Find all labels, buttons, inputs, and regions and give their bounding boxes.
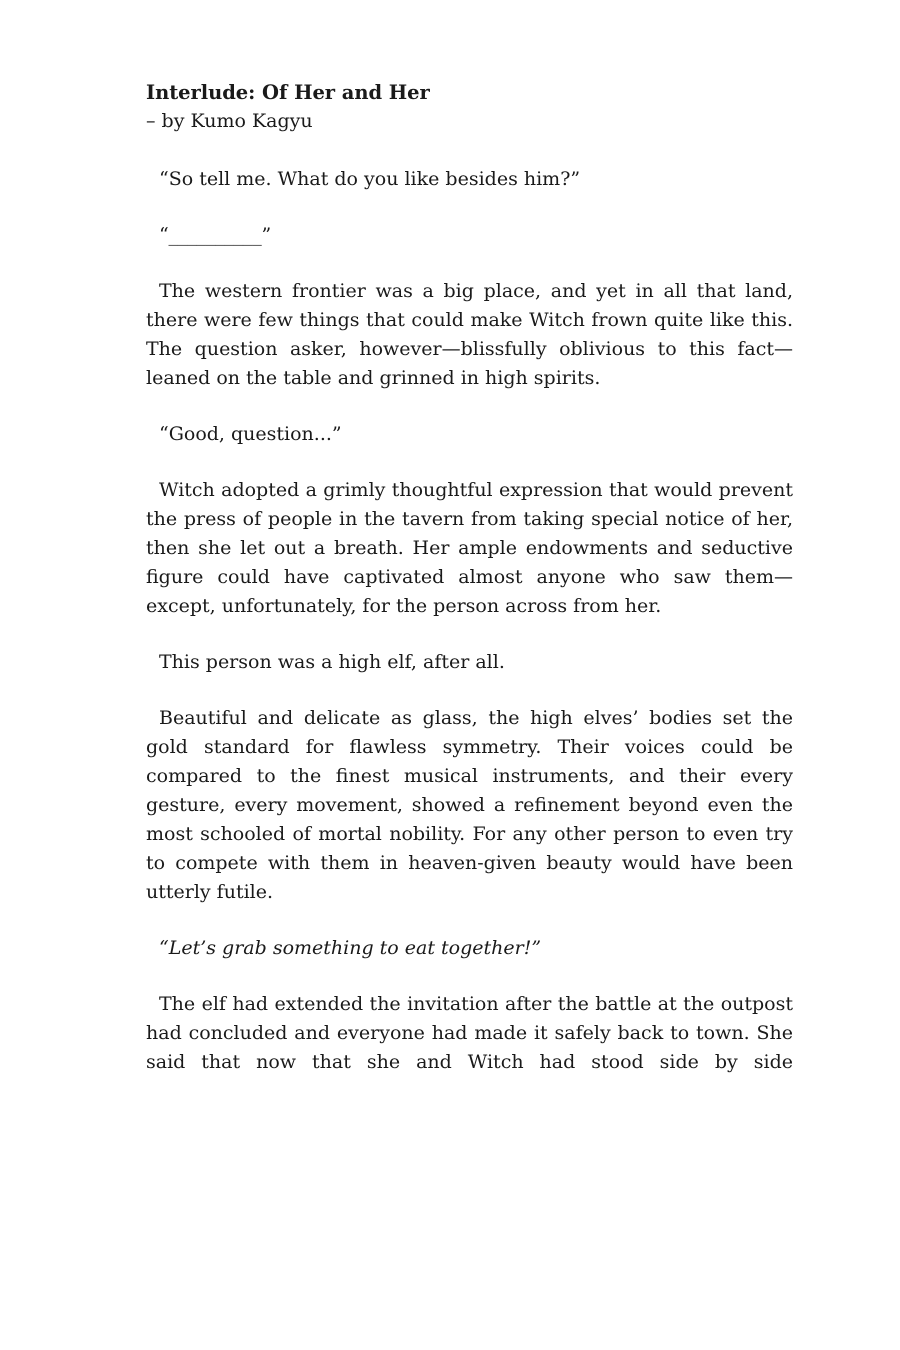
spacer <box>146 963 793 990</box>
body-paragraph-5: The elf had extended the invitation after the battle at the outpost had concluded and everyone had made it safely back to town. She said that now that she and Witch had stood side by side <box>146 993 793 1073</box>
dialogue-blank-line: “__________” <box>159 224 272 246</box>
byline: – by Kumo Kagyu <box>146 110 313 132</box>
dialogue-line-1: “So tell me. What do you like besides him?” <box>159 168 581 190</box>
spacer <box>146 194 793 221</box>
text-column <box>146 78 793 1077</box>
body-paragraph-1: The western frontier was a big place, and yet in all that land, there were few things that could make Witch frown quite like this. The question asker, however—blissfully oblivious to this fact—leaned on the table and grinned in high spirits. <box>146 280 793 389</box>
body-paragraph-2: Witch adopted a grimly thoughtful expression that would prevent the press of people in the tavern from taking special notice of her, then she let out a breath. Her ample endowments and seductive figure could have captivated almost anyone who saw them—except, unfortunately, for the person across from her. <box>146 479 793 617</box>
page-title: Interlude: Of Her and Her <box>146 81 430 104</box>
dialogue-line-2: “Good, question...” <box>159 423 342 445</box>
body-paragraph-3: This person was a high elf, after all. <box>159 651 505 673</box>
dialogue-line-3: “Let’s grab something to eat together!” <box>159 937 542 959</box>
spacer <box>146 250 793 277</box>
spacer <box>146 449 793 476</box>
spacer <box>146 677 793 704</box>
spacer <box>146 136 793 165</box>
spacer <box>146 393 793 420</box>
body-paragraph-4: Beautiful and delicate as glass, the high elves’ bodies set the gold standard for flawless symmetry. Their voices could be compared to the finest musical instruments, and their every gesture, every movement, showed a refinement beyond even the most schooled of mortal nobility. For any other person to even try to compete with them in heaven-given beauty would have been utterly futile. <box>146 707 793 903</box>
spacer <box>146 907 793 934</box>
spacer <box>146 621 793 648</box>
